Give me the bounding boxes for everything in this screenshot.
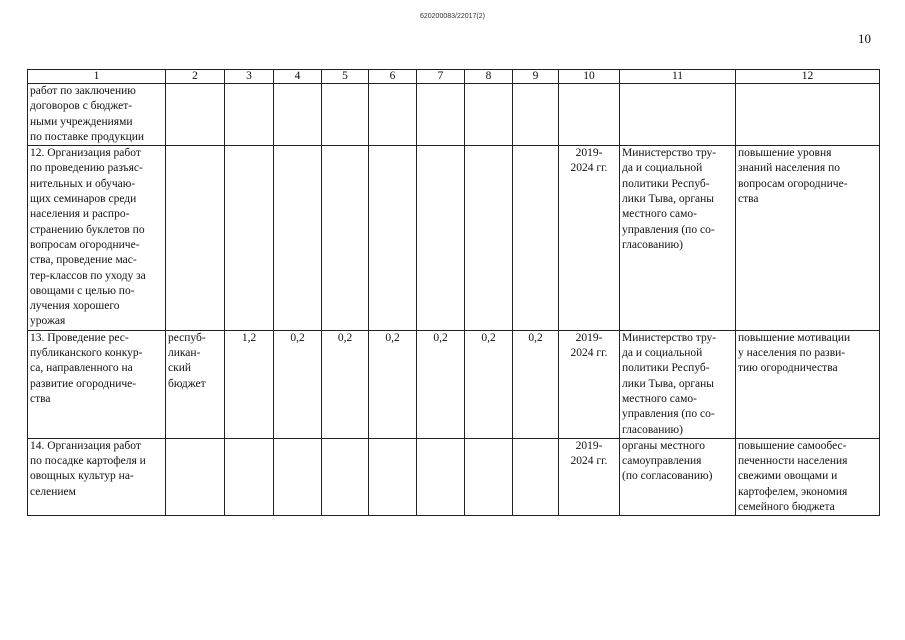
year-value-cell — [274, 84, 322, 146]
year-value-cell — [465, 438, 513, 515]
page-number: 10 — [858, 31, 871, 46]
result-cell — [736, 84, 880, 146]
year-value-cell: 0,2 — [274, 330, 322, 438]
column-header: 12 — [736, 70, 880, 84]
year-value-cell — [513, 146, 559, 331]
responsible-cell: Министерство тру- да и социальной политики Респуб- лики Тыва, органы местного само- управления (по со- гласованию) — [620, 146, 736, 331]
year-value-cell: 0,2 — [322, 330, 369, 438]
column-header: 10 — [559, 70, 620, 84]
year-value-cell — [274, 438, 322, 515]
total-cell — [225, 438, 274, 515]
table-row — [28, 438, 880, 515]
column-header: 5 — [322, 70, 369, 84]
result-cell: повышение мотивации у населения по разви- тию огородничества — [736, 330, 880, 438]
year-value-cell — [322, 146, 369, 331]
result-cell: повышение самообес- печенности населения свежими овощами и картофелем, экономия семейного бюджета — [736, 438, 880, 515]
column-header: 9 — [513, 70, 559, 84]
year-value-cell: 0,2 — [513, 330, 559, 438]
column-header: 7 — [417, 70, 465, 84]
year-value-cell — [513, 438, 559, 515]
column-header: 11 — [620, 70, 736, 84]
measure-name-cell: 14. Организация работ по посадке картофеля и овощных культур на- селением — [28, 438, 166, 515]
funding-source-cell — [166, 146, 225, 331]
year-value-cell — [465, 84, 513, 146]
funding-source-cell: респуб- ликан- ский бюджет — [166, 330, 225, 438]
total-cell — [225, 84, 274, 146]
period-cell: 2019- 2024 гг. — [559, 146, 620, 331]
column-header: 8 — [465, 70, 513, 84]
funding-source-cell — [166, 84, 225, 146]
total-cell — [225, 146, 274, 331]
measures-table — [27, 69, 880, 516]
responsible-cell: Министерство тру- да и социальной политики Респуб- лики Тыва, органы местного само- управления (по со- гласованию) — [620, 330, 736, 438]
funding-source-cell — [166, 438, 225, 515]
measure-name-cell: 13. Проведение рес- публиканского конкур- са, направленного на развитие огородниче- ства — [28, 330, 166, 438]
column-header: 3 — [225, 70, 274, 84]
year-value-cell — [417, 84, 465, 146]
period-cell — [559, 84, 620, 146]
year-value-cell — [465, 146, 513, 331]
result-cell: повышение уровня знаний населения по вопросам огородниче- ства — [736, 146, 880, 331]
year-value-cell — [417, 438, 465, 515]
year-value-cell — [513, 84, 559, 146]
responsible-cell — [620, 84, 736, 146]
column-header: 4 — [274, 70, 322, 84]
table-header-row — [28, 70, 880, 84]
table-row — [28, 330, 880, 438]
year-value-cell: 0,2 — [369, 330, 417, 438]
year-value-cell — [369, 84, 417, 146]
period-cell: 2019- 2024 гг. — [559, 330, 620, 438]
table-row — [28, 84, 880, 146]
measure-name-cell: работ по заключению договоров с бюджет- ными учреждениями по поставке продукции — [28, 84, 166, 146]
year-value-cell — [322, 438, 369, 515]
responsible-cell: органы местного самоуправления (по согласованию) — [620, 438, 736, 515]
table-row — [28, 146, 880, 331]
column-header: 1 — [28, 70, 166, 84]
column-header: 6 — [369, 70, 417, 84]
year-value-cell: 0,2 — [417, 330, 465, 438]
total-cell: 1,2 — [225, 330, 274, 438]
measure-name-cell: 12. Организация работ по проведению разъяс- нительных и обучаю- щих семинаров среди населения и распро- странению буклетов по вопросам огородниче- ства, проведение мас- тер-классов по уходу за овощами с целью по- лучения хорошего урожая — [28, 146, 166, 331]
year-value-cell: 0,2 — [465, 330, 513, 438]
document-id: 620200083/22017(2) — [419, 13, 485, 20]
year-value-cell — [369, 438, 417, 515]
year-value-cell — [322, 84, 369, 146]
year-value-cell — [417, 146, 465, 331]
year-value-cell — [369, 146, 417, 331]
year-value-cell — [274, 146, 322, 331]
column-header: 2 — [166, 70, 225, 84]
period-cell: 2019- 2024 гг. — [559, 438, 620, 515]
